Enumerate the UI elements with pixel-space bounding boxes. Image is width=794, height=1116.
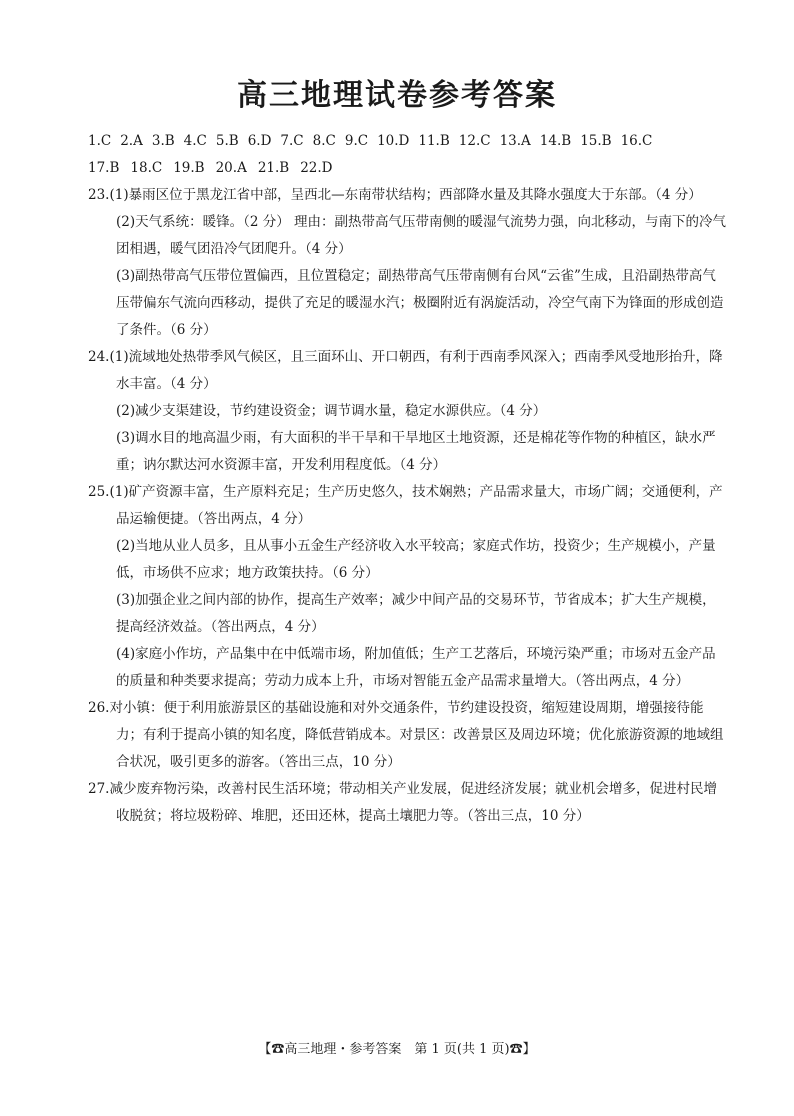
q24-part-2: (2)减少支渠建设，节约建设资金；调节调水量，稳定水源供应。（4 分） [116,403,547,419]
mcq-answer: 3.B [151,133,175,149]
q25-part-1: 25.(1)矿产资源丰富，生产原料充足；生产历史悠久，技术娴熟；产品需求量大，市场广阔；交通便利，产品运输便捷。（答出两点，4 分） [88,484,723,527]
answer-body [88,128,728,830]
mcq-answer: 5.B [215,133,239,149]
q23-part-3: (3)副热带高气压带位置偏西，且位置稳定；副热带高气压带南侧有台风“云雀”生成，且沿副热带高气压带偏东气流向西移动，提供了充足的暖湿水汽；极圈附近有涡旋活动，冷空气南下为锋面的形成创造了条件。（6 分） [116,268,724,338]
q24-part-1: 24.(1)流域地处热带季风气候区，且三面环山、开口朝西，有利于西南季风深入；西南季风受地形抬升，降水丰富。（4 分） [88,349,723,392]
question-23 [88,182,728,344]
mcq-answer: 7.C [280,133,304,149]
q23-part-1: 23.(1)暴雨区位于黑龙江省中部，呈西北—东南带状结构；西部降水量及其降水强度大于东部。（4 分） [88,187,702,203]
mcq-answer: 19.B [173,160,205,176]
mcq-answer: 4.C [183,133,207,149]
mcq-answer: 13.A [499,133,531,149]
question-24 [88,344,728,479]
mcq-answer: 15.B [580,133,612,149]
q25-part-3: (3)加强企业之间内部的协作，提高生产效率；减少中间产品的交易环节，节省成本；扩大生产规模，提高经济效益。（答出两点，4 分） [116,592,716,635]
mcq-answer: 17.B [88,160,120,176]
mcq-answer: 1.C [88,133,112,149]
question-27: 27.减少废弃物污染，改善村民生活环境；带动相关产业发展，促进经济发展；就业机会增多，促进村民增收脱贫；将垃圾粉碎、堆肥，还田还林，提高土壤肥力等。（答出三点，10 分） [88,781,717,824]
mcq-answer: 9.C [344,133,369,149]
question-26: 26.对小镇：便于利用旅游景区的基础设施和对外交通条件，节约建设投资，缩短建设周期，增强接待能力；有利于提高小镇的知名度，降低营销成本。对景区：改善景区及周边环境；优化旅游资源的地域组合状况，吸引更多的游客。（答出三点，10 分） [88,700,724,770]
q23-part-2: (2)天气系统：暖锋。（2 分） 理由：副热带高气压带南侧的暖湿气流势力强，向北移动，与南下的冷气团相遇，暖气团沿冷气团爬升。（4 分） [116,214,727,257]
mcq-answers-line-2 [88,155,728,182]
page-footer: 【☎高三地理・参考答案 第 1 页(共 1 页)☎】 [258,1042,536,1057]
question-25 [88,479,728,695]
mcq-answer: 20.A [215,160,247,176]
mcq-answer: 6.D [247,133,272,149]
mcq-answer: 16.C [620,133,653,149]
mcq-answer: 14.B [539,133,572,149]
mcq-answer: 10.D [377,133,410,149]
mcq-answer: 2.A [120,133,143,149]
mcq-answer: 8.C [312,133,336,149]
mcq-answer: 18.C [130,160,163,176]
q24-part-3: (3)调水目的地高温少雨，有大面积的半干旱和干旱地区土地资源，还是棉花等作物的种植区，缺水严重；讷尔默达河水资源丰富，开发利用程度低。（4 分） [116,430,716,473]
mcq-answer: 12.C [458,133,491,149]
mcq-answer: 11.B [418,133,450,149]
q25-part-2: (2)当地从业人员多，且从事小五金生产经济收入水平较高；家庭式作坊，投资少；生产规模小，产量低，市场供不应求；地方政策扶持。（6 分） [116,538,716,581]
q25-part-4: (4)家庭小作坊，产品集中在中低端市场，附加值低；生产工艺落后，环境污染严重；市场对五金产品的质量和种类要求提高；劳动力成本上升，市场对智能五金产品需求量增大。（答出两点，4 分） [116,646,716,689]
mcq-answers-line-1 [88,128,728,155]
page-title: 高三地理试卷参考答案 [237,78,557,113]
mcq-answer: 21.B [257,160,290,176]
mcq-answer: 22.D [300,160,333,176]
